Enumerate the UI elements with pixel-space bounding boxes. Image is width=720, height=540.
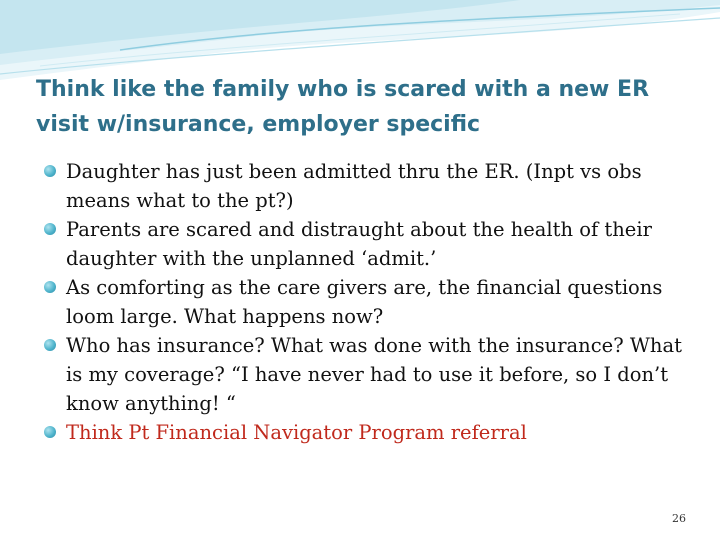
bullet-text: Think Pt Financial Navigator Program referral <box>66 421 527 444</box>
round-bullet-icon <box>44 426 56 438</box>
bullet-text: As comforting as the care givers are, the financial questions loom large. What happens now? <box>66 276 663 328</box>
bullet-item <box>44 331 684 418</box>
bullet-item <box>44 157 684 215</box>
round-bullet-icon <box>44 339 56 351</box>
bullet-item-referral <box>44 418 684 447</box>
round-bullet-icon <box>44 165 56 177</box>
bullet-text: Who has insurance? What was done with the insurance? What is my coverage? “I have never had to use it before, so I don’t know anything! “ <box>66 334 682 415</box>
round-bullet-icon <box>44 281 56 293</box>
bullet-text: Daughter has just been admitted thru the ER. (Inpt vs obs means what to the pt?) <box>66 160 642 212</box>
slide-title: Think like the family who is scared with a new ER visit w/insurance, employer specific <box>36 77 650 137</box>
bullet-item <box>44 273 684 331</box>
bullet-text: Parents are scared and distraught about the health of their daughter with the unplanned ‘admit.’ <box>66 218 652 270</box>
bullet-item <box>44 215 684 273</box>
page-number: 26 <box>672 512 686 525</box>
bullet-list <box>44 157 684 447</box>
round-bullet-icon <box>44 223 56 235</box>
